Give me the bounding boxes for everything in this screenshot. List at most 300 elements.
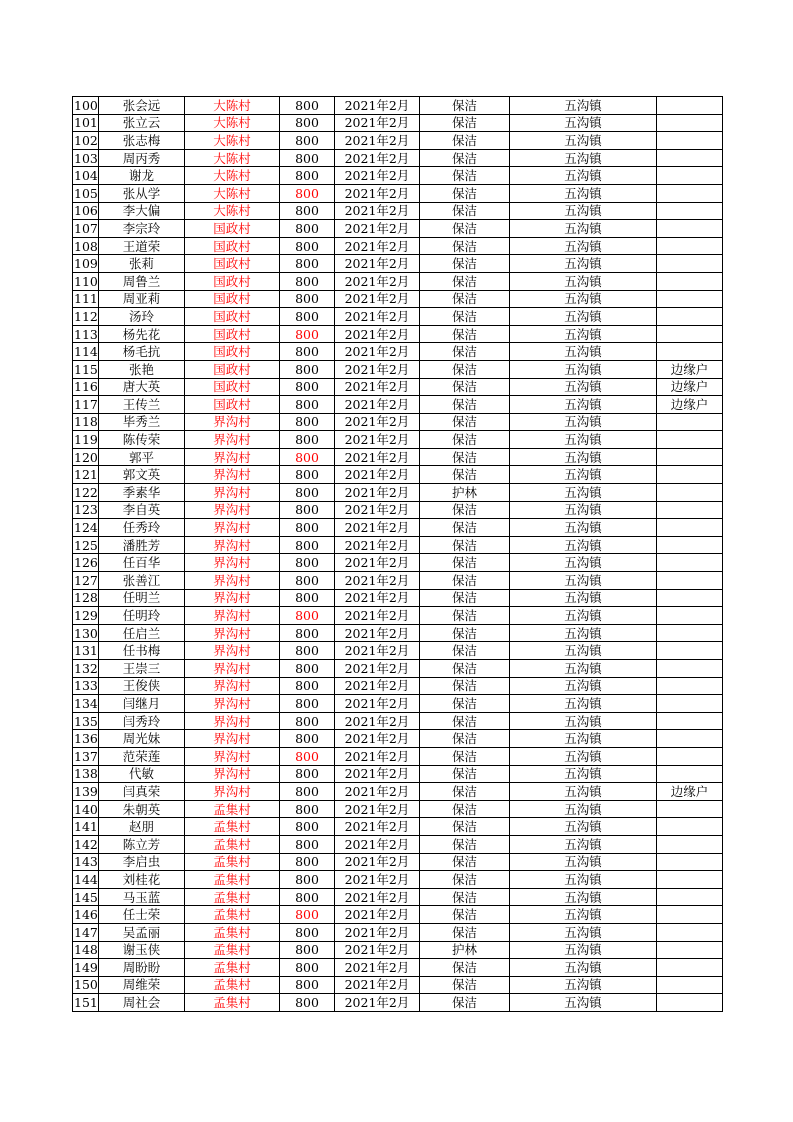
town-cell: 五沟镇 <box>510 695 657 713</box>
row-number-cell: 149 <box>74 959 98 975</box>
note-cell <box>657 149 723 167</box>
amount-cell: 800 <box>280 871 335 889</box>
name-cell: 季素华 <box>99 484 185 502</box>
village-cell: 大陈村 <box>185 97 280 115</box>
job-cell: 保洁 <box>420 255 510 273</box>
town-cell: 五沟镇 <box>510 818 657 836</box>
note-cell <box>657 607 723 625</box>
name-cell: 谢玉侠 <box>99 941 185 959</box>
job-cell: 保洁 <box>420 184 510 202</box>
job-cell: 保洁 <box>420 360 510 378</box>
table-row <box>73 976 723 994</box>
date-cell: 2021年2月 <box>335 554 420 572</box>
job-cell: 保洁 <box>420 589 510 607</box>
table-row <box>73 695 723 713</box>
date-cell: 2021年2月 <box>335 431 420 449</box>
note-cell <box>657 959 723 977</box>
amount-cell: 800 <box>280 589 335 607</box>
job-cell: 保洁 <box>420 607 510 625</box>
village-cell: 大陈村 <box>185 149 280 167</box>
date-cell: 2021年2月 <box>335 871 420 889</box>
name-cell: 潘胜芳 <box>99 536 185 554</box>
date-cell: 2021年2月 <box>335 114 420 132</box>
table-row <box>73 642 723 660</box>
date-cell: 2021年2月 <box>335 888 420 906</box>
date-cell: 2021年2月 <box>335 712 420 730</box>
row-number-cell: 132 <box>74 660 98 676</box>
amount-cell: 800 <box>280 642 335 660</box>
table-row <box>73 167 723 185</box>
name-cell: 周丙秀 <box>99 149 185 167</box>
row-number-cell: 101 <box>74 115 98 131</box>
table-row <box>73 712 723 730</box>
note-cell <box>657 554 723 572</box>
table-row <box>73 308 723 326</box>
table-row <box>73 272 723 290</box>
amount-cell: 800 <box>280 554 335 572</box>
note-cell <box>657 589 723 607</box>
town-cell: 五沟镇 <box>510 343 657 361</box>
row-number-cell: 121 <box>74 467 98 483</box>
row-number-cell: 144 <box>74 871 98 887</box>
amount-cell: 800 <box>280 413 335 431</box>
town-cell: 五沟镇 <box>510 906 657 924</box>
village-cell: 孟集村 <box>185 959 280 977</box>
village-cell: 国政村 <box>185 220 280 238</box>
name-cell: 汤玲 <box>99 308 185 326</box>
date-cell: 2021年2月 <box>335 220 420 238</box>
job-cell: 保洁 <box>420 959 510 977</box>
village-cell: 界沟村 <box>185 624 280 642</box>
table-row <box>73 149 723 167</box>
table-row <box>73 677 723 695</box>
job-cell: 保洁 <box>420 572 510 590</box>
row-number-cell: 109 <box>74 256 98 272</box>
amount-cell: 800 <box>280 695 335 713</box>
name-cell: 张艳 <box>99 360 185 378</box>
town-cell: 五沟镇 <box>510 396 657 414</box>
row-number-cell: 142 <box>74 836 98 852</box>
table-row <box>73 114 723 132</box>
town-cell: 五沟镇 <box>510 202 657 220</box>
name-cell: 任秀玲 <box>99 519 185 537</box>
name-cell: 吴孟丽 <box>99 923 185 941</box>
village-cell: 界沟村 <box>185 589 280 607</box>
name-cell: 任百华 <box>99 554 185 572</box>
row-number-cell: 140 <box>74 801 98 817</box>
name-cell: 陈立芳 <box>99 835 185 853</box>
village-cell: 界沟村 <box>185 607 280 625</box>
village-cell: 孟集村 <box>185 906 280 924</box>
note-cell: 边缘户 <box>657 360 723 378</box>
date-cell: 2021年2月 <box>335 800 420 818</box>
date-cell: 2021年2月 <box>335 677 420 695</box>
village-cell: 孟集村 <box>185 800 280 818</box>
date-cell: 2021年2月 <box>335 818 420 836</box>
name-cell: 张从学 <box>99 184 185 202</box>
row-number-cell: 134 <box>74 695 98 711</box>
amount-cell: 800 <box>280 290 335 308</box>
village-cell: 大陈村 <box>185 202 280 220</box>
table-row <box>73 783 723 801</box>
name-cell: 任明玲 <box>99 607 185 625</box>
note-cell <box>657 290 723 308</box>
note-cell <box>657 413 723 431</box>
date-cell: 2021年2月 <box>335 167 420 185</box>
job-cell: 保洁 <box>420 167 510 185</box>
village-cell: 国政村 <box>185 360 280 378</box>
town-cell: 五沟镇 <box>510 413 657 431</box>
amount-cell: 800 <box>280 202 335 220</box>
village-cell: 界沟村 <box>185 413 280 431</box>
note-cell <box>657 624 723 642</box>
table-row <box>73 132 723 150</box>
village-cell: 国政村 <box>185 272 280 290</box>
note-cell <box>657 484 723 502</box>
row-number-cell: 125 <box>74 537 98 553</box>
note-cell <box>657 976 723 994</box>
village-cell: 国政村 <box>185 343 280 361</box>
amount-cell: 800 <box>280 853 335 871</box>
note-cell: 边缘户 <box>657 783 723 801</box>
table-row <box>73 378 723 396</box>
note-cell <box>657 431 723 449</box>
date-cell: 2021年2月 <box>335 589 420 607</box>
town-cell: 五沟镇 <box>510 660 657 678</box>
date-cell: 2021年2月 <box>335 906 420 924</box>
town-cell: 五沟镇 <box>510 871 657 889</box>
name-cell: 唐大英 <box>99 378 185 396</box>
table-row <box>73 923 723 941</box>
amount-cell: 800 <box>280 501 335 519</box>
job-cell: 保洁 <box>420 642 510 660</box>
town-cell: 五沟镇 <box>510 308 657 326</box>
amount-cell: 800 <box>280 765 335 783</box>
town-cell: 五沟镇 <box>510 97 657 115</box>
row-number-cell: 138 <box>74 766 98 782</box>
table-row <box>73 589 723 607</box>
job-cell: 保洁 <box>420 853 510 871</box>
table-row <box>73 800 723 818</box>
note-cell <box>657 660 723 678</box>
village-cell: 孟集村 <box>185 818 280 836</box>
village-cell: 国政村 <box>185 237 280 255</box>
date-cell: 2021年2月 <box>335 501 420 519</box>
amount-cell: 800 <box>280 906 335 924</box>
village-cell: 界沟村 <box>185 783 280 801</box>
town-cell: 五沟镇 <box>510 132 657 150</box>
job-cell: 保洁 <box>420 378 510 396</box>
village-cell: 界沟村 <box>185 695 280 713</box>
row-number-cell: 148 <box>74 942 98 958</box>
table-body <box>73 97 723 1012</box>
name-cell: 李大偏 <box>99 202 185 220</box>
note-cell <box>657 695 723 713</box>
note-cell <box>657 448 723 466</box>
job-cell: 保洁 <box>420 114 510 132</box>
village-cell: 孟集村 <box>185 923 280 941</box>
note-cell <box>657 747 723 765</box>
row-number-cell: 135 <box>74 713 98 729</box>
job-cell: 保洁 <box>420 835 510 853</box>
amount-cell: 800 <box>280 378 335 396</box>
name-cell: 王道荣 <box>99 237 185 255</box>
name-cell: 闫秀玲 <box>99 712 185 730</box>
name-cell: 张善江 <box>99 572 185 590</box>
town-cell: 五沟镇 <box>510 272 657 290</box>
name-cell: 周社会 <box>99 994 185 1012</box>
table-row <box>73 255 723 273</box>
table-row <box>73 941 723 959</box>
amount-cell: 800 <box>280 184 335 202</box>
amount-cell: 800 <box>280 343 335 361</box>
amount-cell: 800 <box>280 97 335 115</box>
date-cell: 2021年2月 <box>335 202 420 220</box>
date-cell: 2021年2月 <box>335 97 420 115</box>
table-row <box>73 501 723 519</box>
village-cell: 国政村 <box>185 255 280 273</box>
date-cell: 2021年2月 <box>335 360 420 378</box>
row-number-cell: 139 <box>74 783 98 799</box>
town-cell: 五沟镇 <box>510 800 657 818</box>
row-number-cell: 131 <box>74 643 98 659</box>
date-cell: 2021年2月 <box>335 132 420 150</box>
amount-cell: 800 <box>280 730 335 748</box>
note-cell <box>657 114 723 132</box>
town-cell: 五沟镇 <box>510 536 657 554</box>
table-row <box>73 959 723 977</box>
job-cell: 保洁 <box>420 132 510 150</box>
row-number-cell: 146 <box>74 907 98 923</box>
note-cell <box>657 800 723 818</box>
job-cell: 保洁 <box>420 237 510 255</box>
town-cell: 五沟镇 <box>510 853 657 871</box>
job-cell: 保洁 <box>420 747 510 765</box>
date-cell: 2021年2月 <box>335 413 420 431</box>
town-cell: 五沟镇 <box>510 114 657 132</box>
amount-cell: 800 <box>280 220 335 238</box>
table-row <box>73 220 723 238</box>
note-cell <box>657 184 723 202</box>
note-cell <box>657 167 723 185</box>
amount-cell: 800 <box>280 800 335 818</box>
date-cell: 2021年2月 <box>335 941 420 959</box>
table-row <box>73 413 723 431</box>
name-cell: 郭文英 <box>99 466 185 484</box>
job-cell: 保洁 <box>420 976 510 994</box>
name-cell: 杨毛抗 <box>99 343 185 361</box>
village-cell: 界沟村 <box>185 765 280 783</box>
amount-cell: 800 <box>280 994 335 1012</box>
name-cell: 周亚莉 <box>99 290 185 308</box>
date-cell: 2021年2月 <box>335 959 420 977</box>
job-cell: 保洁 <box>420 554 510 572</box>
name-cell: 任书梅 <box>99 642 185 660</box>
amount-cell: 800 <box>280 114 335 132</box>
job-cell: 护林 <box>420 941 510 959</box>
note-cell <box>657 536 723 554</box>
job-cell: 保洁 <box>420 888 510 906</box>
date-cell: 2021年2月 <box>335 835 420 853</box>
row-number-cell: 147 <box>74 924 98 940</box>
row-number-cell: 124 <box>74 520 98 536</box>
note-cell <box>657 906 723 924</box>
town-cell: 五沟镇 <box>510 712 657 730</box>
date-cell: 2021年2月 <box>335 237 420 255</box>
name-cell: 闫真荣 <box>99 783 185 801</box>
town-cell: 五沟镇 <box>510 607 657 625</box>
town-cell: 五沟镇 <box>510 572 657 590</box>
amount-cell: 800 <box>280 149 335 167</box>
job-cell: 保洁 <box>420 466 510 484</box>
name-cell: 周维荣 <box>99 976 185 994</box>
job-cell: 保洁 <box>420 149 510 167</box>
table-row <box>73 624 723 642</box>
amount-cell: 800 <box>280 835 335 853</box>
row-number-cell: 103 <box>74 150 98 166</box>
date-cell: 2021年2月 <box>335 976 420 994</box>
amount-cell: 800 <box>280 624 335 642</box>
name-cell: 代敏 <box>99 765 185 783</box>
job-cell: 保洁 <box>420 519 510 537</box>
town-cell: 五沟镇 <box>510 677 657 695</box>
date-cell: 2021年2月 <box>335 448 420 466</box>
row-number-cell: 137 <box>74 748 98 764</box>
job-cell: 保洁 <box>420 800 510 818</box>
job-cell: 保洁 <box>420 396 510 414</box>
table-row <box>73 431 723 449</box>
note-cell <box>657 325 723 343</box>
table-row <box>73 536 723 554</box>
date-cell: 2021年2月 <box>335 730 420 748</box>
row-number-cell: 126 <box>74 555 98 571</box>
town-cell: 五沟镇 <box>510 941 657 959</box>
date-cell: 2021年2月 <box>335 325 420 343</box>
row-number-cell: 104 <box>74 168 98 184</box>
amount-cell: 800 <box>280 747 335 765</box>
row-number-cell: 112 <box>74 308 98 324</box>
note-cell <box>657 871 723 889</box>
table-row <box>73 906 723 924</box>
row-number-cell: 117 <box>74 396 98 412</box>
note-cell <box>657 941 723 959</box>
row-number-cell: 105 <box>74 185 98 201</box>
town-cell: 五沟镇 <box>510 747 657 765</box>
job-cell: 保洁 <box>420 712 510 730</box>
date-cell: 2021年2月 <box>335 184 420 202</box>
table-row <box>73 290 723 308</box>
town-cell: 五沟镇 <box>510 642 657 660</box>
row-number-cell: 106 <box>74 203 98 219</box>
table-row <box>73 853 723 871</box>
table-row <box>73 765 723 783</box>
name-cell: 范荣莲 <box>99 747 185 765</box>
amount-cell: 800 <box>280 818 335 836</box>
village-cell: 大陈村 <box>185 132 280 150</box>
name-cell: 王俊侠 <box>99 677 185 695</box>
town-cell: 五沟镇 <box>510 325 657 343</box>
town-cell: 五沟镇 <box>510 167 657 185</box>
row-number-cell: 130 <box>74 625 98 641</box>
table-row <box>73 360 723 378</box>
note-cell: 边缘户 <box>657 378 723 396</box>
job-cell: 保洁 <box>420 448 510 466</box>
row-number-cell: 127 <box>74 572 98 588</box>
note-cell <box>657 677 723 695</box>
name-cell: 张立云 <box>99 114 185 132</box>
name-cell: 周盼盼 <box>99 959 185 977</box>
amount-cell: 800 <box>280 976 335 994</box>
table-row <box>73 818 723 836</box>
town-cell: 五沟镇 <box>510 448 657 466</box>
date-cell: 2021年2月 <box>335 308 420 326</box>
town-cell: 五沟镇 <box>510 378 657 396</box>
town-cell: 五沟镇 <box>510 184 657 202</box>
note-cell <box>657 519 723 537</box>
note-cell <box>657 765 723 783</box>
amount-cell: 800 <box>280 360 335 378</box>
row-number-cell: 151 <box>74 995 98 1011</box>
amount-cell: 800 <box>280 466 335 484</box>
amount-cell: 800 <box>280 484 335 502</box>
job-cell: 保洁 <box>420 202 510 220</box>
name-cell: 杨先花 <box>99 325 185 343</box>
table-row <box>73 607 723 625</box>
row-number-cell: 141 <box>74 819 98 835</box>
amount-cell: 800 <box>280 132 335 150</box>
job-cell: 保洁 <box>420 343 510 361</box>
row-number-cell: 100 <box>74 97 98 113</box>
village-cell: 界沟村 <box>185 536 280 554</box>
table-row <box>73 448 723 466</box>
note-cell <box>657 835 723 853</box>
date-cell: 2021年2月 <box>335 536 420 554</box>
note-cell: 边缘户 <box>657 396 723 414</box>
town-cell: 五沟镇 <box>510 255 657 273</box>
job-cell: 保洁 <box>420 431 510 449</box>
job-cell: 保洁 <box>420 624 510 642</box>
note-cell <box>657 501 723 519</box>
row-number-cell: 119 <box>74 432 98 448</box>
row-number-cell: 115 <box>74 361 98 377</box>
job-cell: 保洁 <box>420 871 510 889</box>
job-cell: 保洁 <box>420 783 510 801</box>
village-cell: 孟集村 <box>185 835 280 853</box>
job-cell: 保洁 <box>420 220 510 238</box>
note-cell <box>657 255 723 273</box>
name-cell: 刘桂花 <box>99 871 185 889</box>
job-cell: 保洁 <box>420 818 510 836</box>
amount-cell: 800 <box>280 923 335 941</box>
town-cell: 五沟镇 <box>510 730 657 748</box>
village-cell: 孟集村 <box>185 941 280 959</box>
job-cell: 保洁 <box>420 765 510 783</box>
name-cell: 王传兰 <box>99 396 185 414</box>
row-number-cell: 128 <box>74 590 98 606</box>
date-cell: 2021年2月 <box>335 642 420 660</box>
row-number-cell: 129 <box>74 608 98 624</box>
village-cell: 孟集村 <box>185 871 280 889</box>
note-cell <box>657 888 723 906</box>
job-cell: 保洁 <box>420 272 510 290</box>
village-cell: 界沟村 <box>185 448 280 466</box>
row-number-cell: 123 <box>74 502 98 518</box>
date-cell: 2021年2月 <box>335 572 420 590</box>
date-cell: 2021年2月 <box>335 747 420 765</box>
table-row <box>73 572 723 590</box>
note-cell <box>657 220 723 238</box>
name-cell: 闫继月 <box>99 695 185 713</box>
